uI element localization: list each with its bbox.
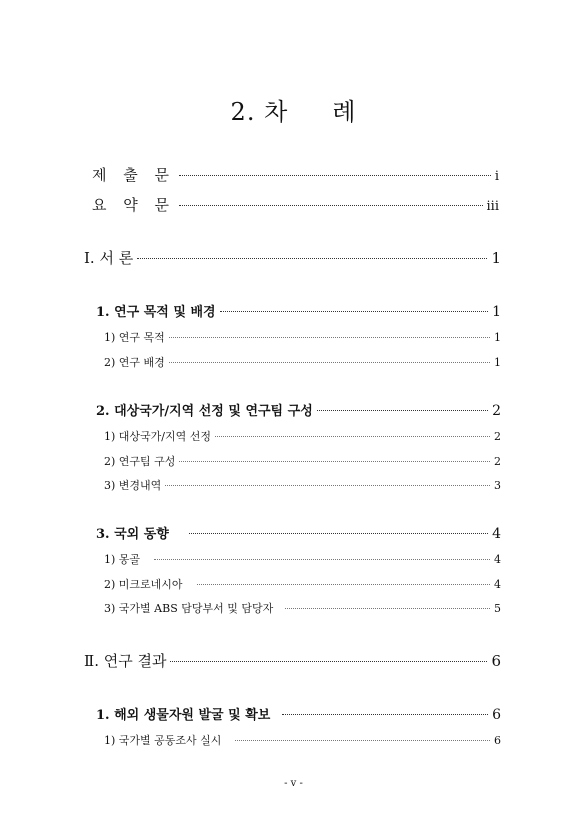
toc-label: 1) 연구 목적 (104, 331, 165, 344)
title-part2: 례 (332, 98, 357, 126)
toc-page-number: 1 (492, 304, 501, 320)
toc-entry-subsection[interactable] (104, 354, 501, 370)
dot-leader (189, 533, 488, 534)
toc-page-number: 1 (494, 356, 501, 369)
dot-leader (215, 436, 490, 437)
toc-page-number: 4 (494, 553, 501, 566)
page-footer-number: - v - (284, 778, 303, 789)
toc-entry-subsection[interactable] (104, 600, 501, 616)
title-part1: 2. 차 (230, 98, 289, 126)
toc-entry-section[interactable] (96, 704, 501, 723)
toc-label: 2) 연구팀 구성 (104, 455, 176, 468)
toc-label: 3. 국외 동향 (96, 527, 169, 542)
toc-label: 제 출 문 (92, 166, 176, 184)
dot-leader (179, 205, 483, 206)
toc-label: 1) 몽골 (104, 553, 141, 566)
dot-leader (317, 410, 488, 411)
toc-page-number: 6 (492, 707, 501, 723)
toc-entry-chapter[interactable] (84, 247, 501, 268)
toc-page-number: 2 (494, 455, 501, 468)
toc-label: 2. 대상국가/지역 선정 및 연구팀 구성 (96, 404, 313, 419)
page-title (0, 92, 587, 127)
dot-leader (285, 608, 490, 609)
toc-entry-subsection[interactable] (104, 477, 501, 493)
toc-entry-subsection[interactable] (104, 551, 501, 567)
toc-entry-chapter[interactable] (84, 650, 501, 671)
toc-entry-subsection[interactable] (104, 329, 501, 345)
toc-label: 1) 국가별 공동조사 실시 (104, 734, 222, 747)
toc-label: 2) 미크로네시아 (104, 578, 183, 591)
toc-entry-front[interactable] (92, 164, 499, 185)
dot-leader (170, 661, 487, 662)
dot-leader (169, 337, 490, 338)
toc-entry-section[interactable] (96, 400, 501, 419)
dot-leader (179, 461, 490, 462)
dot-leader (165, 485, 490, 486)
toc-entry-front[interactable] (92, 194, 499, 215)
toc-page-number: 3 (494, 479, 501, 492)
dot-leader (197, 584, 490, 585)
toc-entry-section[interactable] (96, 301, 501, 320)
toc-label: 1) 대상국가/지역 선정 (104, 430, 211, 443)
toc-label: 1. 해외 생물자원 발굴 및 확보 (96, 708, 271, 723)
toc-page-number: i (494, 169, 499, 184)
dot-leader (235, 740, 490, 741)
dot-leader (220, 311, 488, 312)
toc-entry-section[interactable] (96, 523, 501, 542)
dot-leader (179, 175, 491, 176)
toc-page-number: 1 (494, 331, 501, 344)
toc-page-number: 1 (491, 249, 501, 267)
dot-leader (137, 258, 487, 259)
toc-entry-subsection[interactable] (104, 732, 501, 748)
toc-entry-subsection[interactable] (104, 576, 501, 592)
toc-label: 3) 변경내역 (104, 479, 162, 492)
dot-leader (282, 714, 488, 715)
toc-label: 요 약 문 (92, 196, 176, 214)
dot-leader (169, 362, 490, 363)
toc-page-number: 6 (491, 652, 501, 670)
toc-page-number: 2 (492, 403, 501, 419)
dot-leader (154, 559, 490, 560)
toc-page-number: 4 (494, 578, 501, 591)
toc-label: I. 서 론 (84, 249, 134, 267)
toc-entry-subsection[interactable] (104, 428, 501, 444)
toc-label: 1. 연구 목적 및 배경 (96, 305, 216, 320)
toc-label: 3) 국가별 ABS 담당부서 및 담당자 (104, 602, 274, 615)
toc-label: 2) 연구 배경 (104, 356, 165, 369)
toc-page-number: 2 (494, 430, 501, 443)
toc-page-number: 6 (494, 734, 501, 747)
toc-entry-subsection[interactable] (104, 453, 501, 469)
toc-page-number: iii (486, 199, 499, 214)
toc-page-number: 5 (494, 602, 501, 615)
toc-label: Ⅱ. 연구 결과 (84, 652, 167, 670)
toc-page-number: 4 (492, 526, 501, 542)
